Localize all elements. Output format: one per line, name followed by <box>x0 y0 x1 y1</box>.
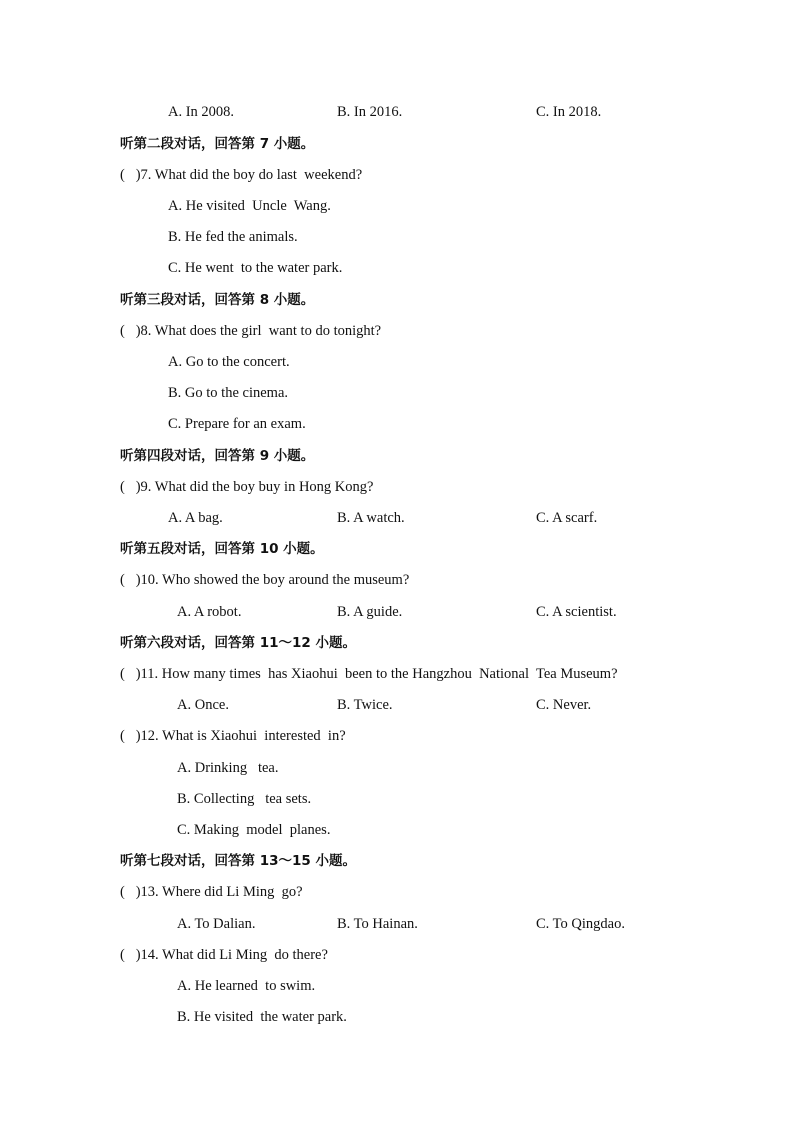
q10-option-c: C. A scientist. <box>536 604 617 620</box>
q10-option-a: A. A robot. <box>177 604 242 620</box>
q11-option-a: A. Once. <box>177 697 229 713</box>
q11-question: ( )11. How many times has Xiaohui been to the Hangzhou National Tea Museum? <box>120 666 618 682</box>
q12-question: ( )12. What is Xiaohui interested in? <box>120 728 346 744</box>
q7-option-b: B. He fed the animals. <box>168 229 298 245</box>
q12-option-c: C. Making model planes. <box>177 822 331 838</box>
q13-question: ( )13. Where did Li Ming go? <box>120 884 303 900</box>
q8-option-a: A. Go to the concert. <box>168 354 290 370</box>
q9-option-b: B. A watch. <box>337 510 405 526</box>
section-heading-5: 听第五段对话，回答第 10 小题。 <box>120 541 324 557</box>
q7-option-a: A. He visited Uncle Wang. <box>168 198 331 214</box>
section-heading-3: 听第三段对话，回答第 8 小题。 <box>120 292 315 308</box>
q8-option-b: B. Go to the cinema. <box>168 385 289 401</box>
q9-question: ( )9. What did the boy buy in Hong Kong? <box>120 479 374 495</box>
q14-option-a: A. He learned to swim. <box>177 978 316 994</box>
q9-option-a: A. A bag. <box>168 510 223 526</box>
q13-option-b: B. To Hainan. <box>337 916 418 932</box>
section-heading-6: 听第六段对话，回答第 11～12 小题。 <box>120 635 356 651</box>
q7-option-c: C. He went to the water park. <box>168 260 343 276</box>
q8-question: ( )8. What does the girl want to do tonight? <box>120 323 382 339</box>
q13-option-a: A. To Dalian. <box>177 916 256 932</box>
q11-option-b: B. Twice. <box>337 697 393 713</box>
q14-question: ( )14. What did Li Ming do there? <box>120 947 328 963</box>
q9-option-c: C. A scarf. <box>536 510 598 526</box>
q14-option-b: B. He visited the water park. <box>177 1009 347 1025</box>
q8-option-c: C. Prepare for an exam. <box>168 416 306 432</box>
q6-option-a: A. In 2008. <box>168 104 235 120</box>
section-heading-7: 听第七段对话，回答第 13～15 小题。 <box>120 853 356 869</box>
q12-option-b: B. Collecting tea sets. <box>177 791 312 807</box>
section-heading-4: 听第四段对话，回答第 9 小题。 <box>120 448 315 464</box>
q6-option-c: C. In 2018. <box>536 104 602 120</box>
q7-question: ( )7. What did the boy do last weekend? <box>120 167 363 183</box>
q10-option-b: B. A guide. <box>337 604 403 620</box>
q10-question: ( )10. Who showed the boy around the museum? <box>120 572 410 588</box>
q12-option-a: A. Drinking tea. <box>177 760 279 776</box>
q6-option-b: B. In 2016. <box>337 104 403 120</box>
section-heading-2: 听第二段对话，回答第 7 小题。 <box>120 136 315 152</box>
q11-option-c: C. Never. <box>536 697 592 713</box>
q13-option-c: C. To Qingdao. <box>536 916 625 932</box>
